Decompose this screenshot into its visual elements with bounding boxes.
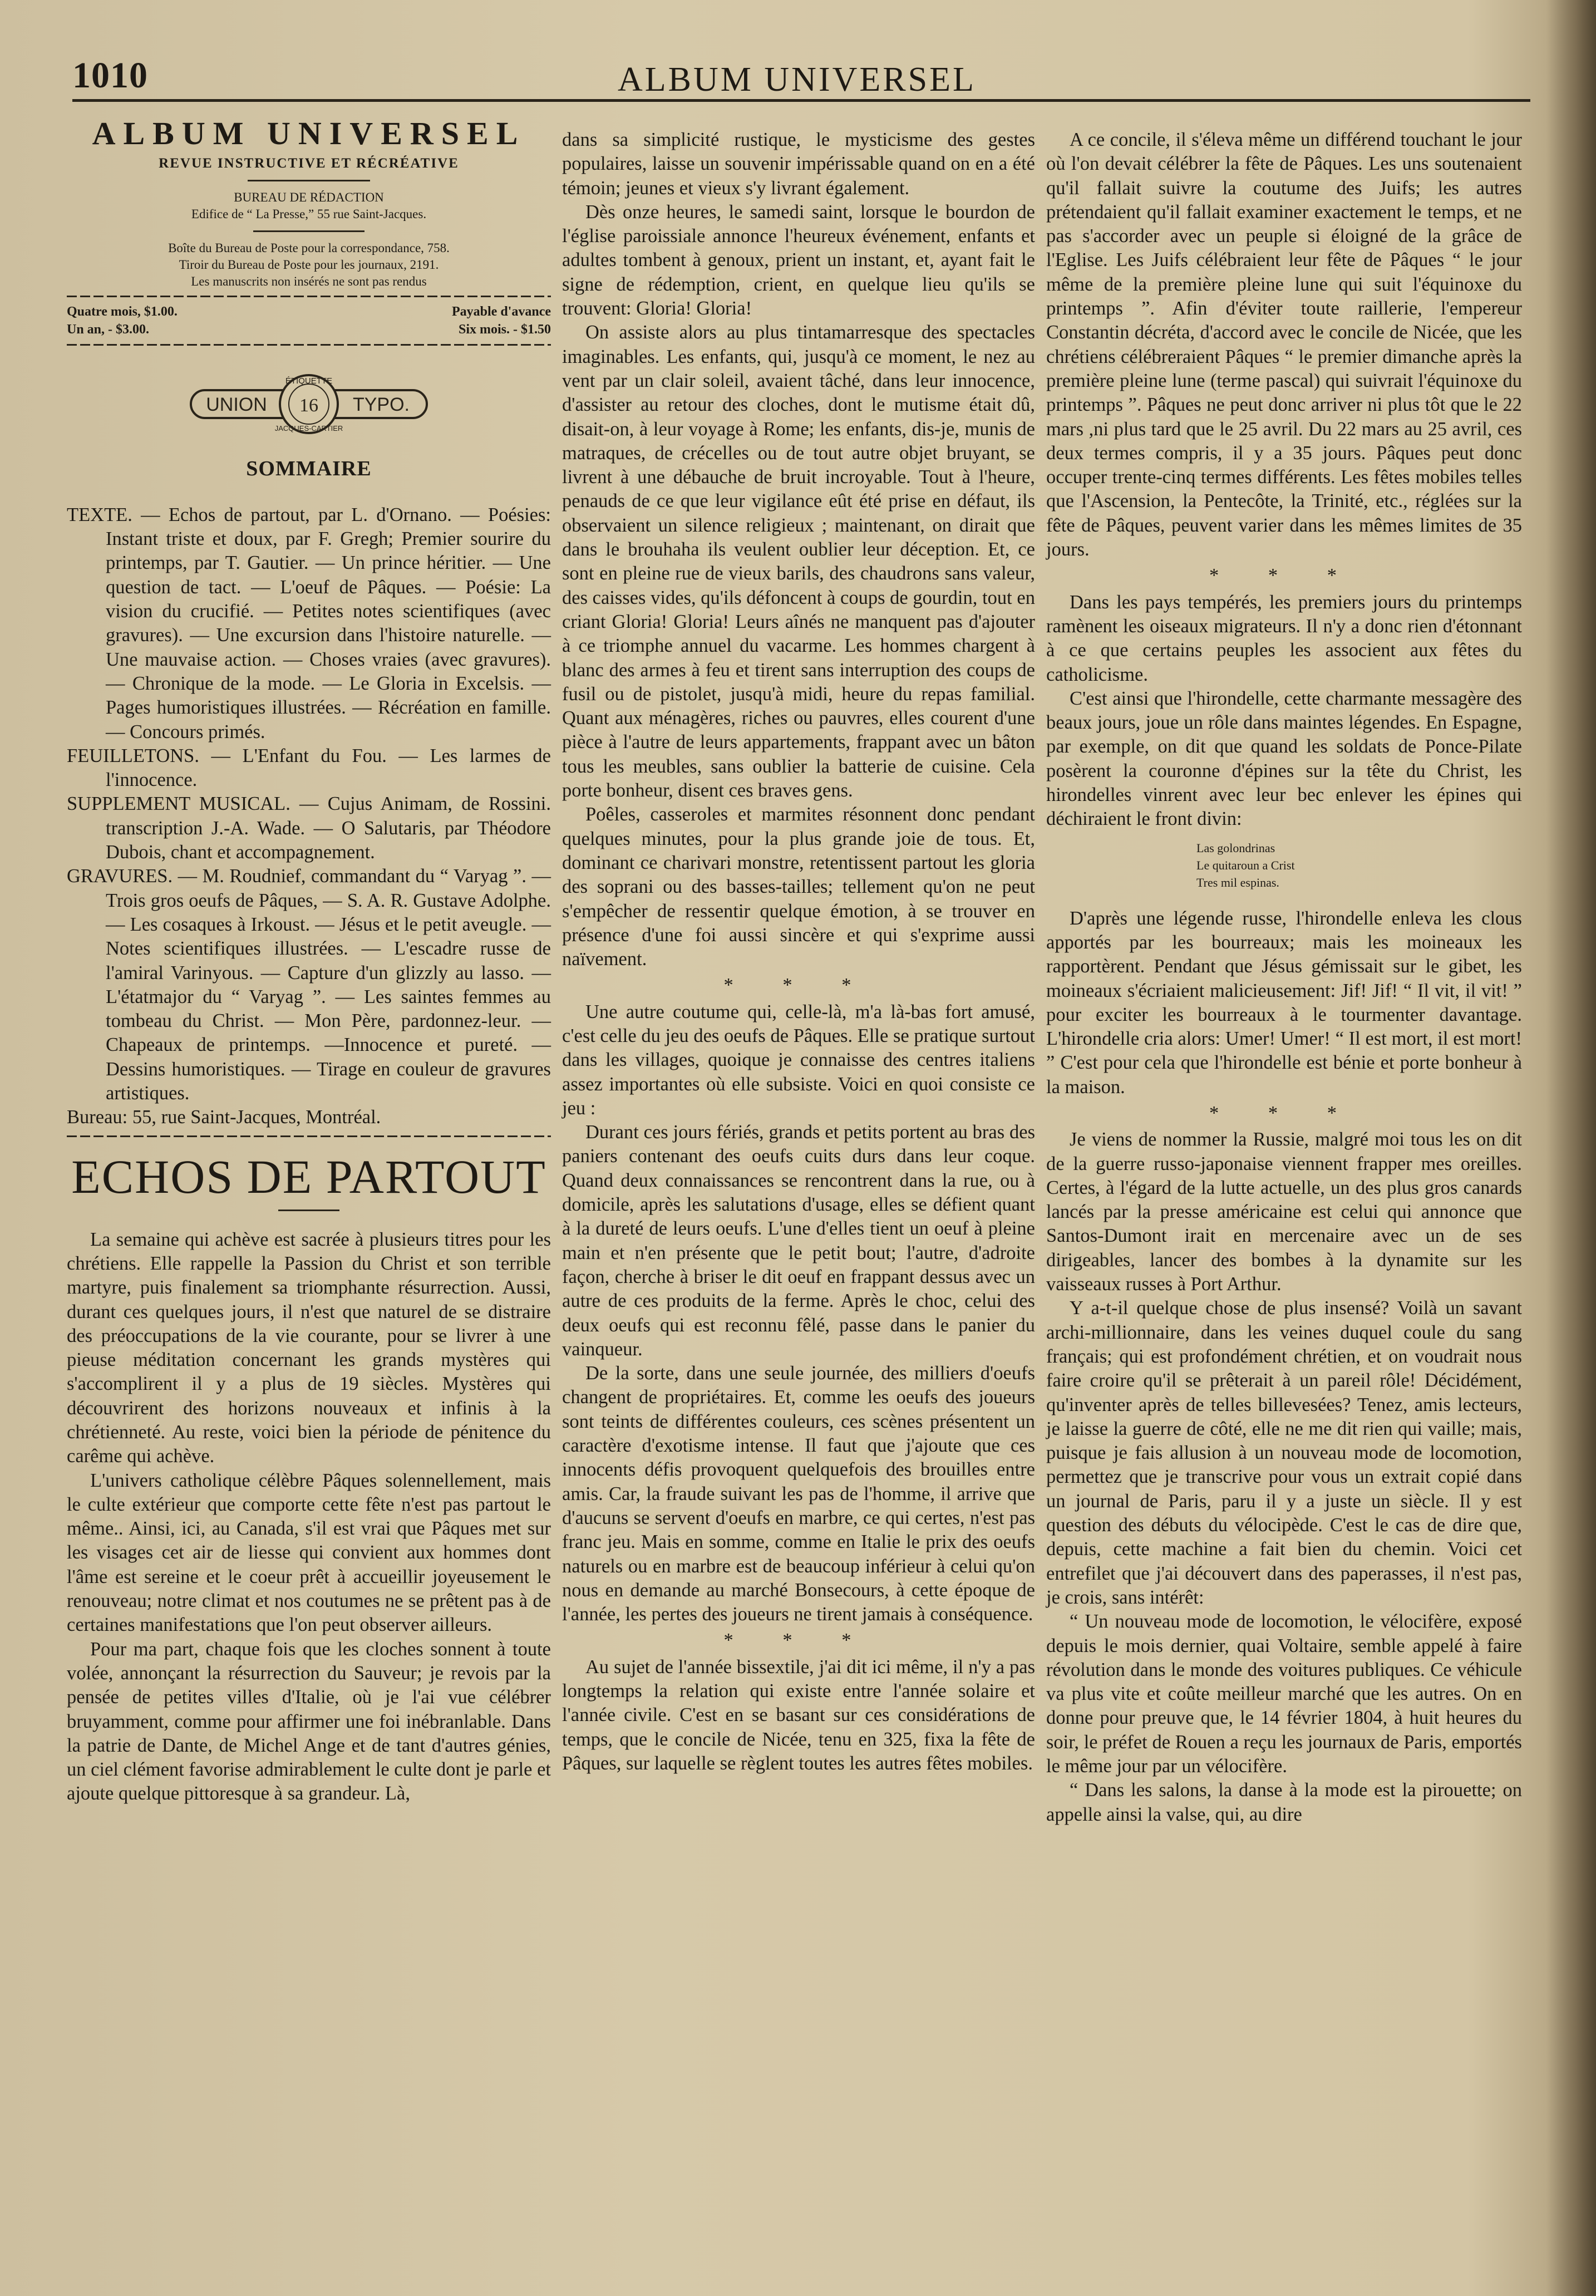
wavy-rule [67, 296, 551, 297]
verse-line: Las golondrinas [1196, 840, 1275, 855]
article-paragraph: Poêles, casseroles et marmites résonnent donc pendant quelques minutes, pour la plus grande joie de tous. Et, dominant ce charivari monstre, retentissent partout les gloria des soprani ou des basses-tailles; tellement qu'on ne peut s'empêcher de ressentir quelque émotion, à se trouver en présence d'une foi aussi sincère et qui s'exprime aussi naïvement. [562, 804, 1035, 970]
sommaire-entry: GRAVURES. — M. Roudnief, commandant du “ Varyag ”. — Trois gros oeufs de Pâques, — S. A. R. Gustave Adolphe. — Les cosaques à Irkoust. — Jésus et le petit aveugle. — Notes scientifiques illustrées. — L'escadre russe de l'amiral Varinyous. — Capture d'un glizzly au lasso. — L'étatmajor du “ Varyag ”. — Les saintes femmes au tombeau du Christ. — Mon Père, pardonnez-leur. — Chapeaux de printemps. —Innocence et pureté. — Dessins humoristiques. — Tirage en couleur de gravures artistiques. [67, 866, 551, 1104]
article-paragraph: Pour ma part, chaque fois que les cloches sonnent à toute volée, annonçant la résurrection du Sauveur; je revois par la pensée de petites villes d'Italie, où je l'ai vue célébrer bruyamment, comme pour affirmer une foi inébranlable. Dans la patrie de Dante, de Michel Ange et de tant d'autres génies, un ciel clément favorise admirablement le culte dont je parle et ajoute quelque pittoresque à sa grandeur. Là, [67, 1638, 551, 1805]
spanish-verse [1046, 839, 1522, 891]
subscription-row-1 [67, 303, 551, 321]
section-separator: * * * [723, 975, 874, 996]
article-paragraph: Y a-t-il quelque chose de plus insensé? Voilà un savant archi-millionnaire, dans les veines duquel coule du sang français; qui est profondément chrétien, et on voudrait nous faire croire qu'il se prêterait à un pareil rôle! Décidément, qu'inventer après de telles billevesées? Tenez, amis lecteurs, je laisse la guerre de côté, elle ne me dit rien qui vaille; mais, puisque je fais allusion à un nouveau mode de locomotion, permettez que je transcrive pour vous un extrait copié dans un journal de Paris, paru il y a juste un siècle. Il y est question des débuts du vélocipède. C'est le cas de dire que, depuis, cette machine a fait bien du chemin. Voici cet entrefilet que j'ai découvert dans des paperasses, il n'est pas, je crois, sans intérêt: [1046, 1297, 1522, 1608]
column-2 [562, 128, 1035, 1776]
subscription-note-2: Six mois. - $1.50 [458, 322, 551, 337]
article-paragraph: Dès onze heures, le samedi saint, lorsque le bourdon de l'église paroissiale annonce l'heureux événement, enfants et adultes tombent à genoux, prient un instant, et, ayant fait le signe de rédemption, crient, en quelque lieu qu'ils se trouvent: Gloria! Gloria! [562, 201, 1035, 319]
article-paragraph: Durant ces jours fériés, grands et petits portent au bras des paniers contenant des oeufs cuits durs dans leur coque. Quand deux connaissances se rencontrent dans la rue, ou à domicile, après les salutations d'usage, elles se défient quant à la dureté de leurs oeufs. L'une d'elles tient un oeuf à pleine main et n'en présente que le petit bout; l'autre, d'adroite façon, cherche à briser le dit oeuf en frappant dessus avec un autre de ces produits de la ferme. Après le choc, celui des deux oeufs qui est reconnu fêlé, passe dans le panier du vainqueur. [562, 1122, 1035, 1360]
masthead-subtitle: REVUE INSTRUCTIVE ET RÉCRÉATIVE [159, 155, 459, 171]
article-heading: ECHOS DE PARTOUT [71, 1149, 546, 1203]
logo-top-text: ÉTIQUETTE [285, 376, 333, 386]
page-edge-shadow [1546, 0, 1596, 2296]
subscription-note-1: Payable d'avance [452, 304, 551, 319]
sommaire-list [67, 503, 551, 1130]
verse-line: Tres mil espinas. [1196, 875, 1279, 889]
section-separator: * * * [1209, 565, 1359, 587]
heading-rule [278, 1210, 339, 1211]
masthead-rule [248, 180, 370, 181]
logo-left-text: UNION [206, 394, 267, 415]
wavy-rule-3 [67, 1135, 551, 1137]
article-paragraph: dans sa simplicité rustique, le mysticisme des gestes populaires, laisse un souvenir impérissable quand on en a été témoin; jeunes et vieux s'y livrant également. [562, 129, 1035, 199]
bureau-label: BUREAU DE RÉDACTION [234, 190, 384, 204]
section-separator: * * * [1209, 1102, 1359, 1124]
article-paragraph: Au sujet de l'année bissextile, j'ai dit ici même, il n'y a pas longtemps la relation qui existe entre l'année solaire et l'année civile. C'est en se basant sur ces considérations de temps, que le concile de Nicée, tenu en 325, fixa la fête de Pâques, sur laquelle se règlent toutes les autres fêtes mobiles. [562, 1656, 1035, 1774]
masthead-line-2: Tiroir du Bureau de Poste pour les journaux, 2191. [179, 257, 439, 272]
article-paragraph: Une autre coutume qui, celle-là, m'a là-bas fort amusé, c'est celle du jeu des oeufs de Pâques. Elle se pratique surtout dans les villages, quoique je connaisse des centres italiens assez importantes où elle subsiste. Voici en quoi consiste ce jeu : [562, 1001, 1035, 1119]
sommaire-entry: FEUILLETONS. — L'Enfant du Fou. — Les larmes de l'innocence. [67, 745, 551, 791]
sommaire-entry: SUPPLEMENT MUSICAL. — Cujus Animam, de Rossini. transcription J.-A. Wade. — O Salutaris, par Théodore Dubois, chant et accompagnement. [67, 793, 551, 863]
logo-number: 16 [299, 395, 318, 416]
wavy-rule-2 [67, 344, 551, 346]
article-paragraph: “ Dans les salons, la danse à la mode est la pirouette; on appelle ainsi la valse, qui, au dire [1046, 1779, 1522, 1825]
sommaire-entry: TEXTE. — Echos de partout, par L. d'Ornano. — Poésies: Instant triste et doux, par F. Gregh; Premier sourire du printemps, par T. Gautier. — Un prince héritier. — Une question de tact. — L'oeuf de Pâques. — Poésie: La vision du crucifié. — Petites notes scientifiques (avec gravures). — Une excursion dans l'histoire naturelle. — Une mauvaise action. — Choses vraies (avec gravures). — Chronique de la mode. — Le Gloria in Excelsis. — Pages humoristiques illustrées. — Récréation en famille. — Concours primés. [67, 504, 551, 743]
article-paragraph: On assiste alors au plus tintamarresque des spectacles imaginables. Les enfants, qui, jusqu'à ce moment, le nez au vent par un clair soleil, avaient tâché, dans leur innocence, d'assister au retour des cloches, dont le mutisme était dû, disait-on, à leur voyage à Rome; les enfants, dis-je, munis de matraques, de crécelles ou de tout autre objet bruyant, se livrent à une débauche de bruit incroyable. Tout à l'heure, penauds de ce que leur vigilance eût été prise en défaut, ils observaient un silence religieux ; maintenant, on dirait que dans le brouhaha ils veulent oublier leur déception. Et, ce sont en pleine rue de vieux barils, des chaudrons sans valeur, des caisses vides, qu'ils défoncent à coups de gourdin, tout en criant Gloria! Gloria! Leurs aînés ne manquent pas d'ajouter à ce triomphe annuel du vacarme. Les hommes chargent à blanc des armes à feu et tirent sans interruption des coups de fusil ou de pistolet, jusqu'à midi, heure du repas familial. Quant aux ménagères, riches ou pauvres, elles courent d'une pièce à l'autre de leurs appartements, frappant avec un bâton tous les meubles, sans oublier la batterie de cuisine. Cela porte bonheur, disent ces braves gens. [562, 322, 1035, 802]
masthead-title: ALBUM UNIVERSEL [92, 115, 526, 151]
logo-bottom-text: JACQUES-CARTIER [274, 424, 343, 432]
union-label-icon [186, 368, 431, 440]
article-paragraph: La semaine qui achève est sacrée à plusieurs titres pour les chrétiens. Elle rappelle la Passion du Christ et son terrible martyre, puis finalement sa triomphante résurrection. Aussi, durant ces quelques jours, il n'est que naturel de se distraire des préoccupations de la vie courante, pour se livrer à une pieuse méditation concernant les grands mystères qui s'accomplirent il y a plus de 19 siècles. Mystères qui découvrirent des horizons nouveaux et infinis à la chrétienneté. Au reste, voici bien la période de pénitence du carême qui achève. [67, 1228, 551, 1467]
bureau-address: Edifice de “ La Presse,” 55 rue Saint-Jacques. [191, 207, 427, 221]
subscription-row-2 [67, 321, 551, 338]
running-title: ALBUM UNIVERSEL [618, 61, 976, 99]
article-paragraph: Dans les pays tempérés, les premiers jours du printemps ramènent les oiseaux migrateurs. Il n'y a donc rien d'étonnant à ce que certains peuples les associent aux fêtes du catholicisme. [1046, 591, 1522, 685]
article-paragraph: Je viens de nommer la Russie, malgré moi tous les on dit de la guerre russo-japonaise viennent frapper mes oreilles. Certes, à l'égard de la lutte actuelle, un des plus gros canards lancés par la presse américaine est celui qui annonce que Santos-Dumont irait en mercenaire avec un de ses dirigeables, lancer des bombes à la dynamite sur les vaisseaux russes à Port Arthur. [1046, 1129, 1522, 1295]
header-rule [72, 99, 1530, 102]
subscription-term-1: Quatre mois, $1.00. [67, 304, 178, 319]
verse-line: Le quitaroun a Crist [1196, 858, 1295, 872]
masthead-rule-2 [253, 230, 364, 232]
article-paragraph: D'après une légende russe, l'hirondelle enleva les clous apportés par les bourreaux; mais les moineaux les rapportèrent. Pendant que Jésus gémissait sur le gibet, les moineaux s'écriaient malicieusement: Jif! Jif! “ Il vit, il vit! ” pour exciter les bourreaux à le tourmenter davantage. L'hirondelle cria alors: Umer! Umer! “ Il est mort, il est mort! ” C'est pour cela que l'hirondelle est bénie et porte bonheur à la maison. [1046, 907, 1522, 1098]
section-separator: * * * [723, 1630, 874, 1651]
article-paragraph: L'univers catholique célèbre Pâques solennellement, mais le culte extérieur que comporte cette fête n'est pas partout le même.. Ainsi, ici, au Canada, s'il est vrai que Pâques met sur les visages cet air de liesse qui convient aux hommes dont l'âme est sereine et le coeur prêt à accueillir joyeusement le renouveau; notre climat et nos coutumes ne se prêtent pas à de certaines manifestations que l'on peut observer ailleurs. [67, 1469, 551, 1636]
article-paragraph: C'est ainsi que l'hirondelle, cette charmante messagère des beaux jours, joue un rôle dans maintes légendes. En Espagne, par exemple, on dit que quand les soldats de Ponce-Pilate posèrent la couronne d'épines sur la tête du Christ, les hirondelles vinrent avec leur bec enlever les épines qui déchiraient le front divin: [1046, 687, 1522, 830]
masthead [67, 114, 551, 290]
article-paragraph: De la sorte, dans une seule journée, des milliers d'oeufs changent de propriétaires. Et, comme les oeufs des joueurs sont teints de différentes couleurs, ces scènes présentent un caractère d'exotisme intense. Il faut que j'ajoute que ces innocents défis provoquent quelquefois des brouilles entre amis. Car, la fraude suivant les pas de l'homme, il arrive que d'aucuns se servent d'oeufs en marbre, ce qui certes, n'est pas franc jeu. Mais en somme, comme en Italie le prix des oeufs naturels ou en marbre est de beaucoup inférieur à celui qu'on nous en demande au marché Bonsecours, à cette époque de l'année, les pertes des joueurs ne tirent jamais à conséquence. [562, 1363, 1035, 1625]
page-number: 1010 [72, 55, 148, 96]
article-paragraph: “ Un nouveau mode de locomotion, le vélocifère, exposé depuis le mois dernier, quai Voltaire, semble appelé à faire révolution dans le monde des voitures publiques. Ce véhicule va plus vite et coûte meilleur marché que les autres. On en donne pour preuve que, le 14 février 1804, à huit heures du soir, le préfet de Rouen a reçu les journaux de Paris, emportés le même jour par un vélocifère. [1046, 1611, 1522, 1777]
subscription-term-2: Un an, - $3.00. [67, 322, 150, 337]
column-1 [67, 114, 551, 1806]
union-typo-logo [186, 368, 431, 440]
sommaire-heading: SOMMAIRE [246, 456, 372, 480]
masthead-line-3: Les manuscrits non insérés ne sont pas rendus [191, 274, 427, 288]
masthead-line-1: Boîte du Bureau de Poste pour la correspondance, 758. [168, 240, 450, 255]
column-3 [1046, 128, 1522, 1827]
sommaire-bureau: Bureau: 55, rue Saint-Jacques, Montréal. [67, 1107, 381, 1128]
article-paragraph: A ce concile, il s'éleva même un différend touchant le jour où l'on devait célébrer la fête de Pâques. Les uns soutenaient qu'il fallait suivre la coutume des Juifs; les autres prétendaient qu'il fallait examiner exactement le temps, et ne pas s'accorder avec un peuple si éloigné de la grâce de l'Eglise. Les Juifs célébraient leur fête de Pâques “ le jour même de la première pleine lune qui suit l'équinoxe du printemps ”. Afin d'éviter toute raillerie, l'empereur Constantin décréta, d'accord avec le concile de Nicée, que les chrétiens célébreraient Pâques “ le premier dimanche après la première pleine lune (terme pascal) qui suivrait l'équinoxe du printemps ”. Pâques ne peut donc arriver ni plus tôt que le 22 mars ,ni plus tard que le 25 avril. Du 22 mars au 25 avril, ces deux termes compris, il y a 35 jours. Pâques peut donc occuper trente-cinq termes différents. Les fêtes mobiles telles que l'Ascension, la Pentecôte, la Trinité, etc., réglées sur la fête de Pâques, peuvent varier dans les mêmes limites de 35 jours. [1046, 129, 1522, 561]
logo-right-text: TYPO. [352, 394, 410, 415]
